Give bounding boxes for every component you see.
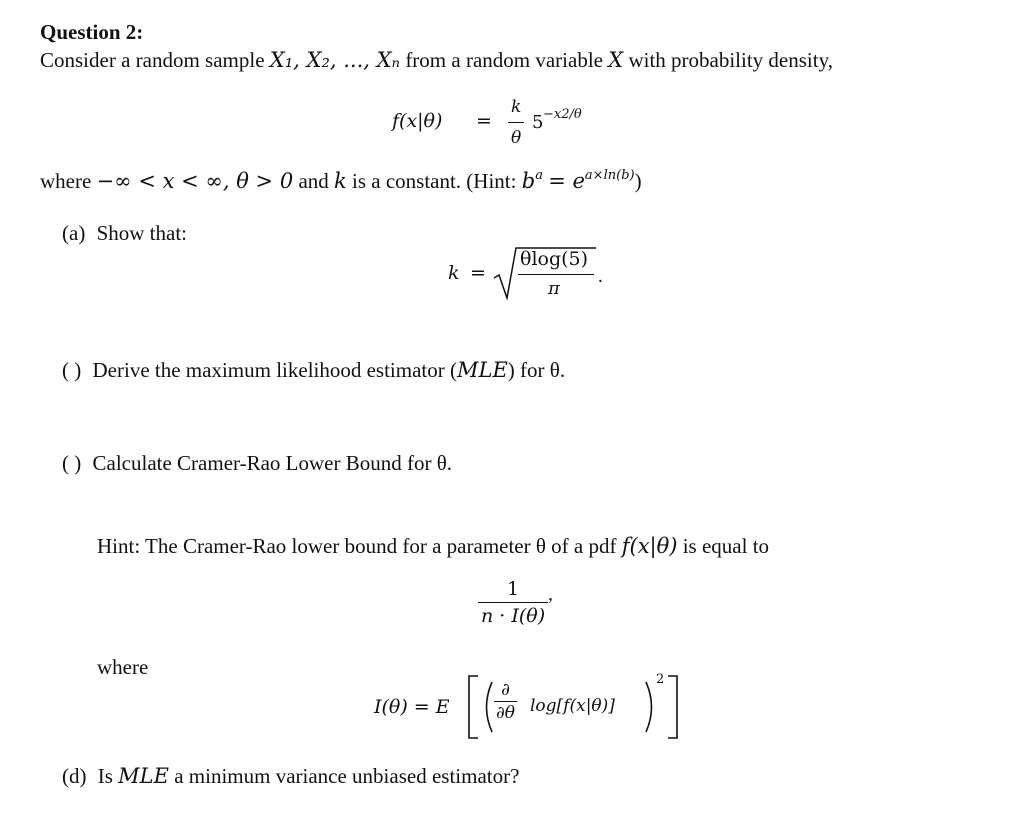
intro-text: Consider a random sample [40, 48, 265, 72]
left-paren-icon [480, 680, 494, 734]
part-b-text-start: Derive the maximum likelihood estimator ( [92, 358, 457, 382]
part-b-mle: MLE [457, 358, 508, 382]
density-base: 5 [532, 112, 544, 133]
sample-variables: X₁, X₂, ..., Xₙ [269, 48, 401, 72]
density-equals: = [476, 110, 492, 132]
radicand-denominator: π [548, 278, 560, 299]
part-c-label: ( ) [62, 451, 82, 475]
hint-base: $b^a$ [521, 167, 543, 193]
domain-condition: −∞ < x < ∞, θ > 0 [96, 169, 294, 193]
and-word: and [298, 169, 329, 193]
crlb-hint-function: f(x|θ) [621, 534, 678, 558]
intro-line [40, 47, 833, 73]
part-b-text-end: ) for θ. [507, 358, 566, 382]
part-a-label: (a) [62, 221, 86, 245]
partial-derivative [494, 680, 517, 723]
k-equals: = [470, 262, 486, 284]
k-formula [448, 240, 608, 304]
part-b-label: ( ) [62, 358, 82, 382]
part-a-text: Show that: [96, 221, 187, 245]
intro-end: with probability density, [628, 48, 833, 72]
part-b [62, 357, 565, 383]
hint-close: ) [634, 169, 642, 193]
crlb-hint-text: Hint: The Cramer-Rao lower bound for a parameter θ of a pdf [97, 534, 617, 558]
partial-denominator: ∂θ [496, 703, 516, 723]
crlb-hint [97, 533, 769, 559]
square-exponent: 2 [656, 672, 665, 687]
left-square-bracket-icon [466, 674, 480, 740]
part-a [62, 220, 187, 246]
density-lhs: f(x|θ) [392, 110, 443, 132]
hint-exponential: = $e^{a\times ln(b)}$ [548, 167, 635, 193]
where-line [40, 168, 642, 194]
fisher-information-formula [374, 672, 694, 742]
crlb-comma: , [548, 584, 553, 606]
density-numerator: k [511, 97, 522, 117]
constant-text: is a constant. (Hint: [352, 169, 517, 193]
where-label: where [97, 655, 149, 679]
part-d [62, 763, 519, 789]
part-d-text-start: Is [97, 764, 113, 788]
crlb-denominator: n · I(θ) [478, 602, 548, 627]
k-constant: k [334, 169, 347, 193]
question-title: Question 2: [40, 20, 144, 44]
k-symbol: k [448, 262, 460, 284]
part-c-text: Calculate Cramer-Rao Lower Bound for θ. [92, 451, 453, 475]
right-square-bracket-icon [666, 674, 680, 740]
crlb-formula [478, 578, 553, 627]
density-exponent: −x2/θ [543, 107, 582, 122]
fisher-lhs: I(θ) = E [374, 696, 450, 718]
density-fraction [508, 94, 524, 151]
density-denominator: θ [508, 122, 524, 151]
part-d-label: (d) [62, 764, 87, 788]
part-d-mle: MLE [118, 764, 169, 788]
intro-mid: from a random variable [405, 48, 603, 72]
log-expression: log[f(x|θ)] [530, 696, 615, 716]
crlb-fraction [478, 578, 548, 627]
right-paren-icon [644, 680, 658, 734]
crlb-hint-end: is equal to [682, 534, 770, 558]
crlb-numerator: 1 [507, 578, 520, 600]
radicand-numerator: θlog(5) [520, 248, 589, 270]
part-c [62, 450, 452, 476]
k-formula-period: . [598, 266, 603, 287]
part-d-text-end: a minimum variance unbiased estimator? [174, 764, 520, 788]
intro-variable: X [608, 48, 624, 72]
radicand-fraction-bar [518, 274, 594, 275]
partial-numerator: ∂ [501, 680, 510, 700]
where-word: where [40, 169, 92, 193]
